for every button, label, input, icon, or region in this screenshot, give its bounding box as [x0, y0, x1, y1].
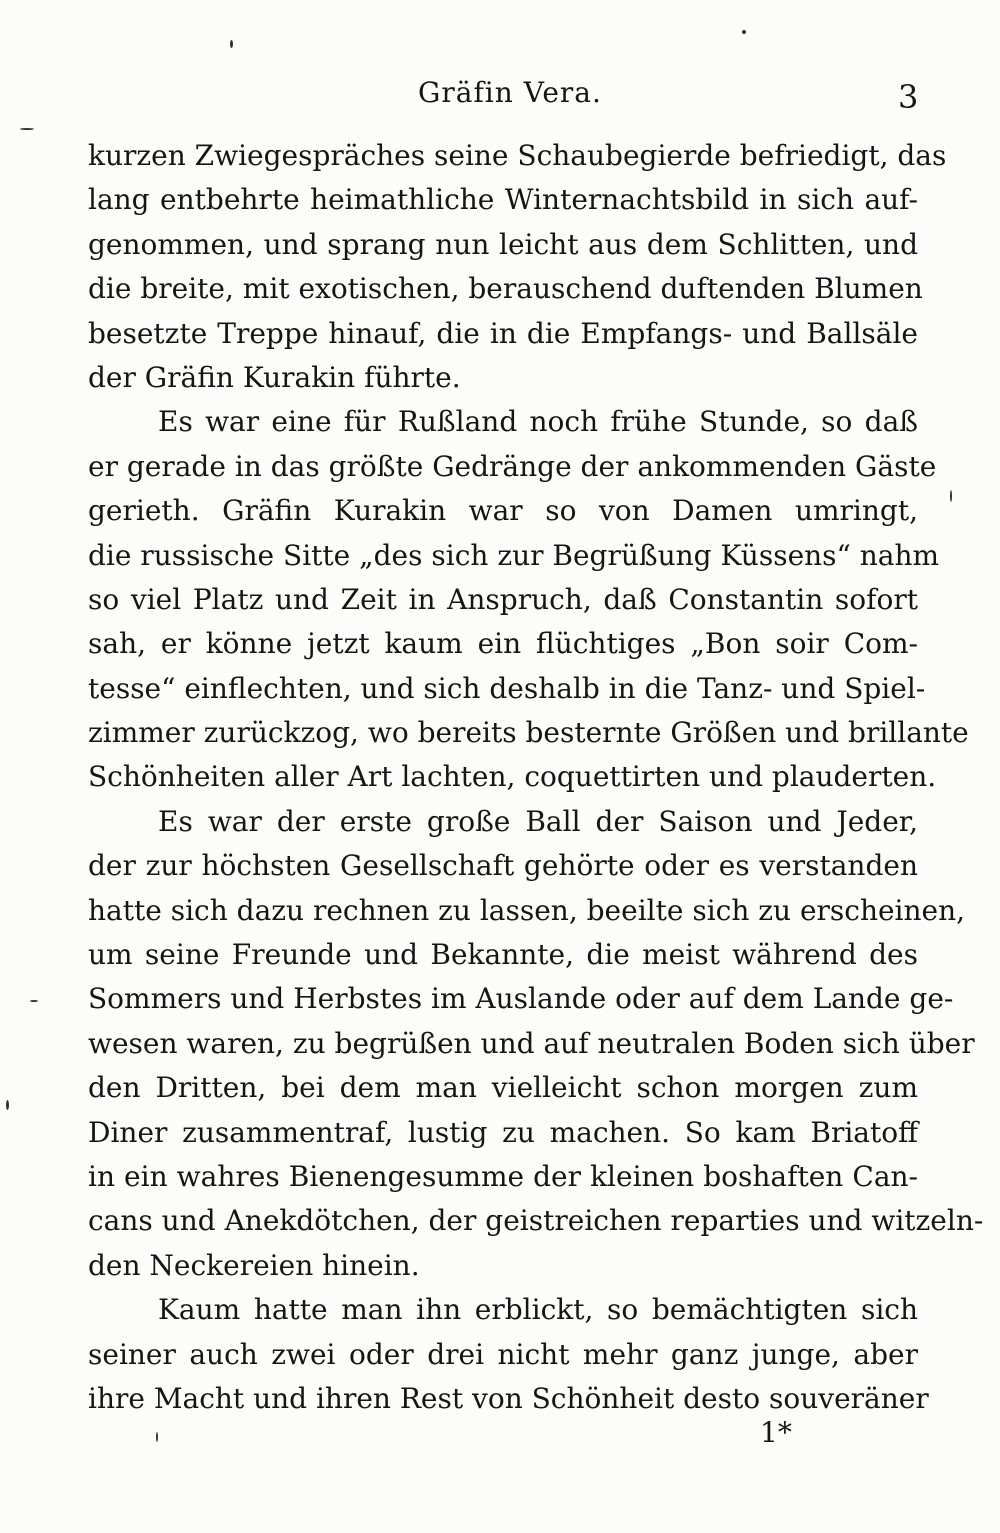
text-line: hatte sich dazu rechnen zu lassen, beeilte sich zu erscheinen,	[88, 893, 966, 927]
text-line: Es war der erste große Ball der Saison und Jeder,	[158, 804, 918, 838]
paragraph	[88, 800, 984, 1288]
text-line: den Neckereien hinein.	[88, 1248, 420, 1282]
text-line: wesen waren, zu begrüßen und auf neutralen Boden sich über	[88, 1026, 975, 1060]
signature-mark: 1*	[760, 1416, 792, 1449]
paragraph	[88, 1288, 929, 1421]
text-line: er gerade in das größte Gedränge der ankommenden Gäste	[88, 449, 937, 483]
scan-speck	[156, 1432, 158, 1442]
page-header	[0, 66, 1000, 126]
text-line: sah, er könne jetzt kaum ein flüchtiges „Bon soir Com-	[88, 627, 918, 661]
scan-speck	[20, 128, 34, 130]
text-line: die russische Sitte „des sich zur Begrüßung Küssens“ nahm	[88, 538, 940, 572]
text-line: in ein wahres Bienengesumme der kleinen boshaften Can-	[88, 1159, 918, 1193]
text-line: der Gräfin Kurakin führte.	[88, 360, 461, 394]
text-line: so viel Platz und Zeit in Anspruch, daß Constantin sofort	[88, 582, 918, 616]
text-line: ihre Macht und ihren Rest von Schönheit desto souveräner	[88, 1381, 929, 1415]
scan-speck	[6, 1100, 9, 1110]
text-line: Kaum hatte man ihn erblickt, so bemächtigten sich	[158, 1293, 918, 1327]
text-line: die breite, mit exotischen, berauschend duftenden Blumen	[88, 272, 923, 306]
scan-speck	[742, 30, 746, 34]
text-line: tesse“ einflechten, und sich deshalb in die Tanz- und Spiel-	[88, 671, 926, 705]
text-line: besetzte Treppe hinauf, die in die Empfangs- und Ballsäle	[88, 316, 918, 350]
text-line: Sommers und Herbstes im Auslande oder auf dem Lande ge-	[88, 982, 954, 1016]
paragraph	[88, 134, 947, 400]
text-line: gerieth. Gräfin Kurakin war so von Damen umringt,	[88, 494, 918, 528]
text-line: zimmer zurückzog, wo bereits besternte Größen und brillante	[88, 716, 969, 750]
text-line: Es war eine für Rußland noch frühe Stunde, so daß	[158, 405, 918, 439]
text-line: der zur höchsten Gesellschaft gehörte oder es verstanden	[88, 849, 918, 883]
scan-speck	[230, 40, 233, 48]
text-line: genommen, und sprang nun leicht aus dem Schlitten, und	[88, 227, 918, 261]
text-line: den Dritten, bei dem man vielleicht schon morgen zum	[88, 1071, 918, 1105]
text-line: Schönheiten aller Art lachten, coquettirten und plauderten.	[88, 760, 937, 794]
text-line: um seine Freunde und Bekannte, die meist während des	[88, 938, 918, 972]
body-text	[88, 134, 984, 1421]
text-line: Diner zusammentraf, lustig zu machen. So kam Briatoff	[88, 1115, 918, 1149]
paragraph	[88, 400, 969, 800]
text-line: kurzen Zwiegespräches seine Schaubegierde befriedigt, das	[88, 139, 947, 172]
scan-speck	[30, 1000, 38, 1002]
scan-speck	[950, 490, 952, 502]
text-line: seiner auch zwei oder drei nicht mehr ganz junge, aber	[88, 1337, 918, 1371]
text-line: cans und Anekdötchen, der geistreichen reparties und witzeln-	[88, 1204, 984, 1238]
running-title: Gräfin Vera.	[418, 76, 602, 109]
page-number: 3	[898, 78, 919, 116]
text-line: lang entbehrte heimathliche Winternachtsbild in sich auf-	[88, 183, 918, 217]
